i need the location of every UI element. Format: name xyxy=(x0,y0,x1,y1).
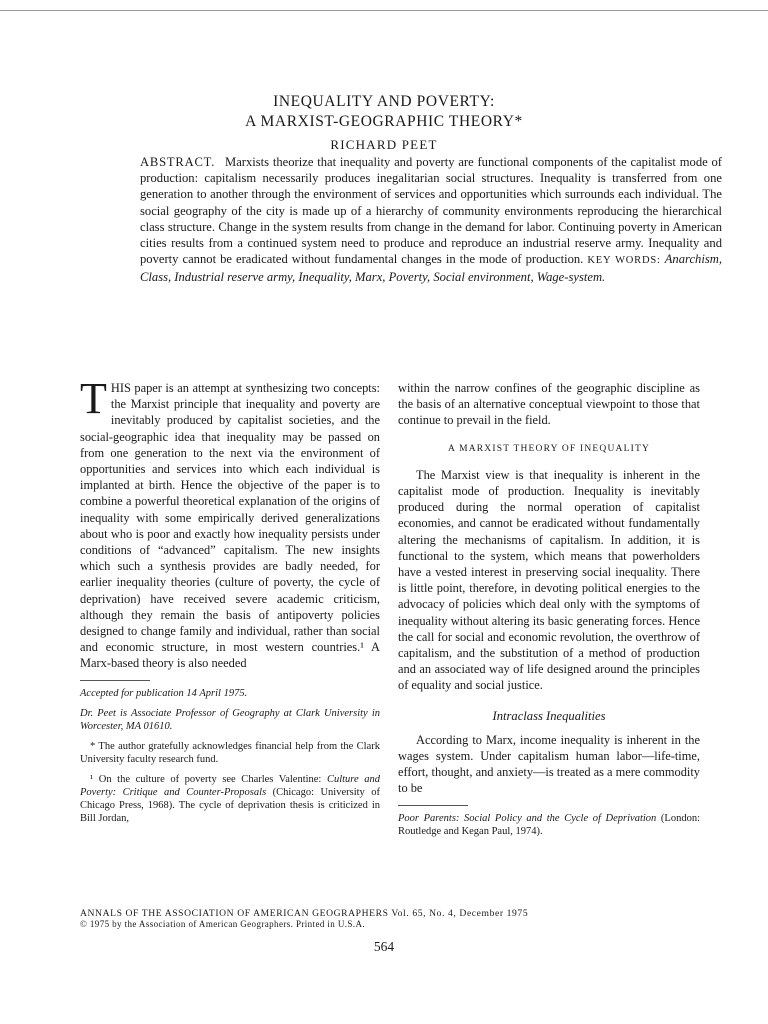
journal-line-2: © 1975 by the Association of American Geographers. Printed in U.S.A. xyxy=(80,919,365,929)
key-words: Anarchism, Class, Industrial reserve army, Inequality, Marx, Poverty, Social environment, Wage-system. xyxy=(140,252,722,285)
intro-paragraph xyxy=(80,374,380,672)
article-title-line-1: INEQUALITY AND POVERTY: xyxy=(273,93,495,110)
left-column xyxy=(80,374,380,832)
abstract-label: ABSTRACT. xyxy=(140,155,216,169)
key-words-label: KEY WORDS: xyxy=(587,255,661,267)
abstract xyxy=(140,154,722,286)
subsection-heading: Intraclass Inequalities xyxy=(492,708,606,723)
page-number: 564 xyxy=(373,939,395,954)
author-name: RICHARD PEET xyxy=(330,137,438,152)
footnote-1-continuation: Poor Parents: Social Policy and the Cycle of Deprivation (London: Routledge and Kegan Paul, 1974). xyxy=(398,812,700,837)
author-affiliation: Dr. Peet is Associate Professor of Geography at Clark University in Worcester, MA 01610. xyxy=(80,707,380,732)
continuation-paragraph: within the narrow confines of the geographic discipline as the basis of an alternative conceptual viewpoint to those that continue to prevail in the field. xyxy=(398,381,700,428)
abstract-text: Marxists theorize that inequality and poverty are functional components of the capitalist mode of production: capitalism necessarily produces inegalitarian social structures. Inequality is transferred from one generation to another through the environment of services and opportunities which surrounds each individual. The social geography of the city is made up of a hierarchy of community environments reproducing the hierarchical class structure. Change in the system results from change in the demand for labor. Continuing poverty in American cities results from a continued system need to produce and reproduce an industrial reserve army. Inequality and poverty cannot be eradicated without fundamental changes in the mode of production. xyxy=(140,155,722,267)
article-title-line-2: A MARXIST-GEOGRAPHIC THEORY* xyxy=(245,113,523,130)
footnote-1: ¹ On the culture of poverty see Charles Valentine: Culture and Poverty: Critique and Counter-Proposals (Chicago: University of Chicago Press, 1968). The cycle of deprivation thesis is criticized in Bill Jordan, xyxy=(80,773,380,824)
journal-citation xyxy=(80,908,720,930)
footnote-divider xyxy=(80,680,150,681)
journal-line-1: ANNALS OF THE ASSOCIATION OF AMERICAN GEOGRAPHERS Vol. 65, No. 4, December 1975 xyxy=(80,908,529,919)
scan-top-edge xyxy=(0,10,768,11)
accepted-note: Accepted for publication 14 April 1975. xyxy=(80,687,248,699)
drop-cap: T xyxy=(80,374,107,423)
footnote-divider-right xyxy=(398,805,468,806)
section-paragraph: The Marxist view is that inequality is inherent in the capitalist mode of production. Inequality is inevitably produced during the normal operation of capitalist economies, and cannot be eradicated without fundamentally altering the mechanisms of capitalism. In addition, it is functional to the system, which means that powerholders have a vested interest in preserving social inequality. There is little point, therefore, in devoting political energies to the advocacy of policies which deal only with the symptoms of inequality without altering its basic generating forces. Hence the call for social and economic revolution, the overthrow of capitalism, and the substitution of a method of production and an associated way of life designed around the principles of equality and social justice. xyxy=(398,467,700,693)
intro-text: HIS paper is an attempt at synthesizing two concepts: the Marxist principle that inequality and poverty are inevitably produced by capitalist societies, and the social-geographic idea that inequality may be passed on from one generation to the next via the environment of opportunities and services into which each individual is implanted at birth. Hence the objective of the paper is to combine a powerful theoretical explanation of the origins of inequality with some empirically derived generalizations about who is poor and exactly how inequality persists under conditions of “advanced” capitalism. The new insights which such a synthesis provides are badly needed, for earlier inequality theories (culture of poverty, the cycle of deprivation) have received severe academic criticism, although they remain the basis of antipoverty policies designed to change family and individual, rather than social and economic structure, in most western countries.¹ A Marx-based theory is also needed xyxy=(80,381,380,671)
section-heading: A MARXIST THEORY OF INEQUALITY xyxy=(447,443,651,454)
subsection-paragraph: According to Marx, income inequality is inherent in the wages system. Under capitalism human labor—life-time, effort, thought, and anxiety—is treated as a mere commodity to be xyxy=(398,732,700,796)
right-column xyxy=(398,380,700,838)
acknowledgment-footnote: * The author gratefully acknowledges financial help from the Clark University faculty research fund. xyxy=(80,740,380,765)
